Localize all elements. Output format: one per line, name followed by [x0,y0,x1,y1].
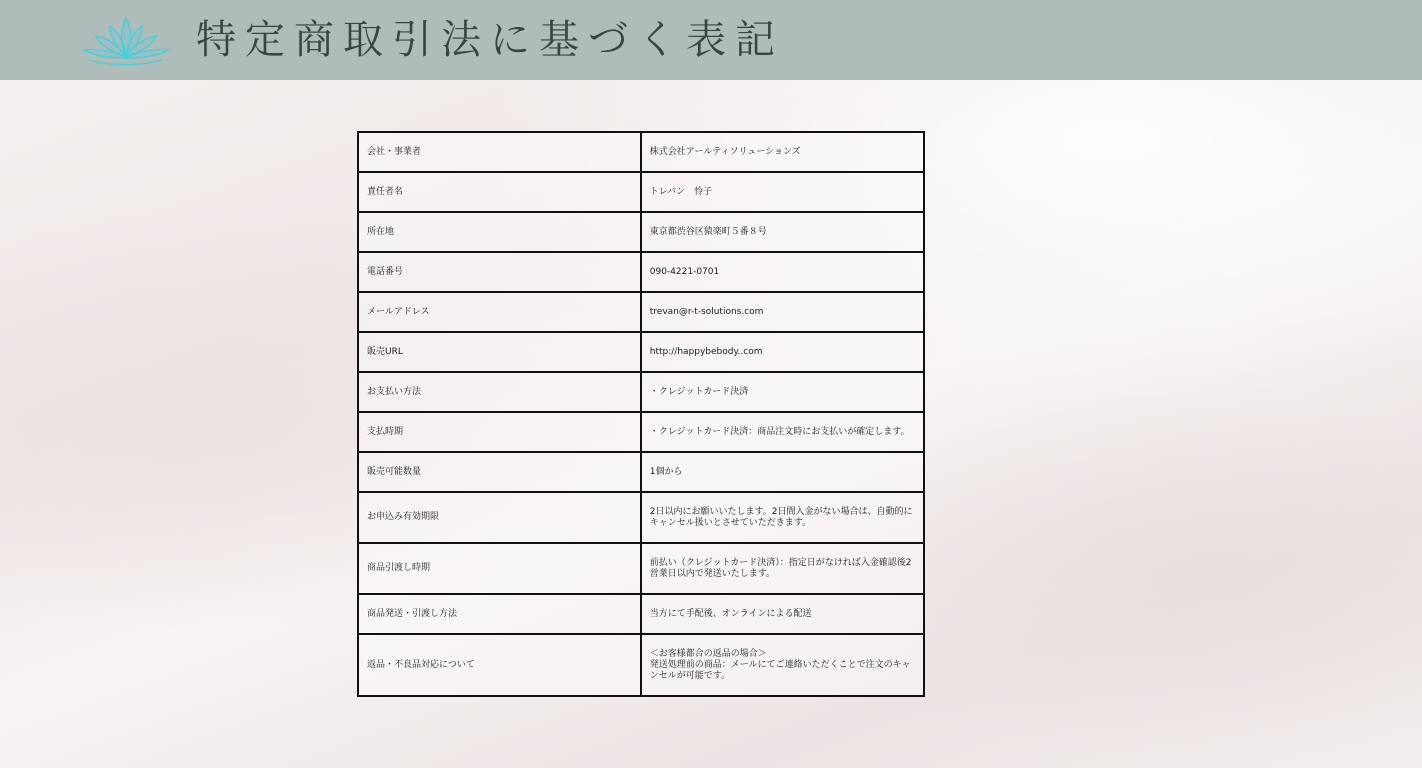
row-value [641,634,924,696]
value-text: ＜お客様都合の返品の場合＞ [649,648,767,659]
table-row [358,332,924,372]
row-value [641,452,924,492]
value-text: 2日以内にお願いいたします。2日間入金がない場合は、自動的にキャンセル扱いとさせていただきます。 [649,506,913,528]
row-label: 販売URL [358,332,641,372]
row-value [641,372,924,412]
value-text: 当方にて手配後、オンラインによる配送 [649,608,812,619]
row-value [641,492,924,543]
row-value [641,292,924,332]
row-label: 所在地 [358,212,641,252]
value-text: ・クレジットカード決済 [649,386,749,397]
table-row [358,543,924,594]
row-value [641,212,924,252]
row-value [641,412,924,452]
table-row [358,634,924,696]
row-label: 支払時期 [358,412,641,452]
row-value [641,172,924,212]
value-text: 前払い（クレジットカード決済）：指定日がなければ入金確認後2営業日以内で発送いたします。 [649,557,912,579]
value-text: 東京都渋谷区猿楽町５番８号 [649,226,767,237]
table-row [358,132,924,172]
row-label: お支払い方法 [358,372,641,412]
table-row [358,452,924,492]
commerce-disclosure-table [357,131,925,697]
row-label: 電話番号 [358,252,641,292]
table-row [358,252,924,292]
row-value [641,543,924,594]
row-label: 責任者名 [358,172,641,212]
table-row [358,372,924,412]
value-text: トレバン 怜子 [649,186,713,197]
row-label: 商品引渡し時期 [358,543,641,594]
row-label: 販売可能数量 [358,452,641,492]
page-title: 特定商取引法に基づく表記 [196,17,784,63]
value-text: 株式会社アールティソリューションズ [649,146,801,157]
value-text: 発送処理前の商品：メールにてご連絡いただくことで注文のキャンセルが可能です。 [649,659,911,681]
email-link[interactable]: trevan@r-t-solutions.com [649,306,764,317]
row-label: 返品・不良品対応について [358,634,641,696]
row-label: 会社・事業者 [358,132,641,172]
row-label: 商品発送・引渡し方法 [358,594,641,634]
value-text: ・クレジットカード決済：商品注文時にお支払いが確定します。 [649,426,910,437]
table-row [358,492,924,543]
row-label: メールアドレス [358,292,641,332]
phone-number[interactable]: 090-4221-0701 [649,266,720,277]
row-value [641,132,924,172]
row-value [641,332,924,372]
table-row [358,594,924,634]
table-row [358,292,924,332]
row-value [641,594,924,634]
site-header [0,0,1422,80]
sales-url-link[interactable]: http://happybebody..com [649,346,763,357]
table-row [358,412,924,452]
row-value [641,252,924,292]
table-row [358,172,924,212]
row-label: お申込み有効期限 [358,492,641,543]
lotus-logo-icon[interactable] [80,12,172,70]
value-text: 1個から [649,466,683,477]
table-row [358,212,924,252]
